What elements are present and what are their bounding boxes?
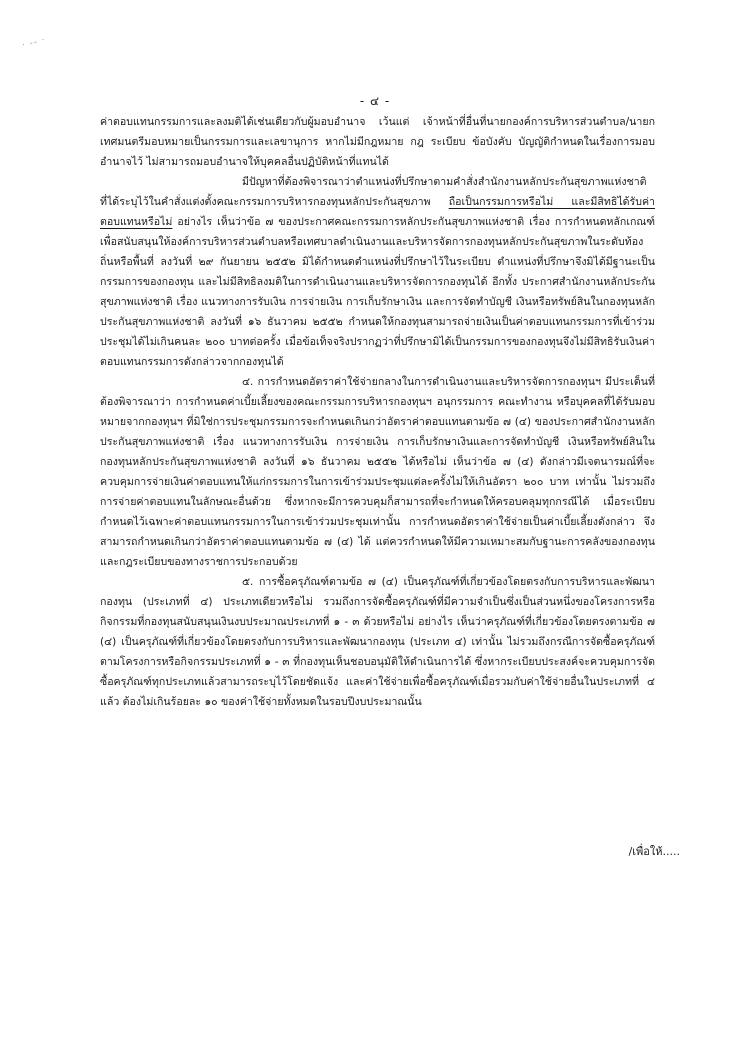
paragraph-continuation: ค่าตอบแทนกรรมการและลงมติได้เช่นเดียวกับผู้มอบอำนาจ เว้นแต่ เจ้าหน้าที่อื่นที่นายกองค์การบริหารส่วนตำบล/นายกเทศมนตรีมอบหมายเป็นกรรมการและเลขานุการ หากไม่มีกฎหมาย กฎ ระเบียบ ข้อบังคับ บัญญัติกำหนดในเรื่องการมอบอำนาจไว้ ไม่สามารถมอบอำนาจให้บุคคลอื่นปฏิบัติหน้าที่แทนได้ (100, 116, 655, 168)
advisor-issue-rest: อย่างไร เห็นว่าข้อ ๗ ของประกาศคณะกรรมการหลักประกันสุขภาพแห่งชาติ เรื่อง การกำหนดหลักเกณฑ์เพื่อสนับสนุนให้องค์การบริหารส่วนตำบลหรือเทศบาลดำเนินงานและบริหารจัดการกองทุนหลักประกันสุขภาพในระดับท้องถิ่นหรือพื้นที่ ลงวันที่ ๒๙ กันยายน ๒๕๕๒ มิได้กำหนดตำแหน่งที่ปรึกษาไว้ในระเบียบ ตำแหน่งที่ปรึกษาจึงมิได้มีฐานะเป็นกรรมการของกองทุน และไม่มีสิทธิลงมติในการดำเนินงานและบริหารจัดการกองทุนได้ อีกทั้ง ประกาศสำนักงานหลักประกันสุขภาพแห่งชาติ เรื่อง แนวทางการรับเงิน การจ่ายเงิน การเก็บรักษาเงิน และการจัดทำบัญชี เงินหรือทรัพย์สินในกองทุนหลักประกันสุขภาพแห่งชาติ ลงวันที่ ๑๖ ธันวาคม ๒๕๕๒ กำหนดให้กองทุนสามารถจ่ายเงินเป็นค่าตอบแทนกรรมการที่เข้าร่วมประชุมได้ไม่เกินคนละ ๒๐๐ บาทต่อครั้ง เมื่อข้อเท็จจริงปรากฏว่าที่ปรึกษามิได้เป็นกรรมการของกองทุนจึงไม่มีสิทธิรับเงินค่าตอบแทนกรรมการดังกล่าวจากกองทุนได้ (100, 216, 655, 368)
continuation-marker: /เพื่อให้..... (628, 845, 680, 858)
paragraph-item-5: ๕. การซื้อครุภัณฑ์ตามข้อ ๗ (๔) เป็นครุภัณฑ์ที่เกี่ยวข้องโดยตรงกับการบริหารและพัฒนากองทุน (ประเภทที่ ๔) ประเภทเดียวหรือไม่ รวมถึงการจัดซื้อครุภัณฑ์ที่มีความจำเป็นซึ่งเป็นส่วนหนึ่งของโครงการหรือกิจกรรมที่กองทุนสนับสนุนเงินงบประมาณประเภทที่ ๑ - ๓ ด้วยหรือไม่ อย่างไร เห็นว่าครุภัณฑ์ที่เกี่ยวข้องโดยตรงตามข้อ ๗ (๔) เป็นครุภัณฑ์ที่เกี่ยวข้องโดยตรงกับการบริหารและพัฒนากองทุน (ประเภท ๔) เท่านั้น ไม่รวมถึงกรณีการจัดซื้อครุภัณฑ์ตามโครงการหรือกิจกรรมประเภทที่ ๑ - ๓ ที่กองทุนเห็นชอบอนุมัติให้ดำเนินการได้ ซึ่งหากระเบียบประสงค์จะควบคุมการจัดซื้อครุภัณฑ์ทุกประเภทแล้วสามารถระบุไว้โดยชัดแจ้ง และค่าใช้จ่ายเพื่อซื้อครุภัณฑ์เมื่อรวมกับค่าใช้จ่ายอื่นในประเภทที่ ๔ แล้ว ต้องไม่เกินร้อยละ ๑๐ ของค่าใช้จ่ายทั้งหมดในรอบปีงบประมาณนั้น (100, 576, 655, 708)
document-body (100, 112, 655, 712)
scan-artifact: · -- · (21, 35, 47, 51)
paragraph-advisor-issue (100, 172, 655, 372)
advisor-issue-lead: มีปัญหาที่ต้องพิจารณาว่าตำแหน่งที่ปรึกษาตามคำสั่งสำนักงานหลักประกันสุขภาพแห่งชาติ ที่ได้ระบุไว้ในคำสั่งแต่งตั้งคณะกรรมการบริหารกองทุนหลักประกันสุขภาพ (100, 176, 647, 208)
paragraph-item-4: ๔. การกำหนดอัตราค่าใช้จ่ายกลางในการดำเนินงานและบริหารจัดการกองทุนฯ มีประเด็นที่ต้องพิจารณาว่า การกำหนดค่าเบี้ยเลี้ยงของคณะกรรมการบริหารกองทุนฯ อนุกรรมการ คณะทำงาน หรือบุคคลที่ได้รับมอบหมายจากกองทุนฯ ที่มิใช่การประชุมกรรมการจะกำหนดเกินกว่าอัตราค่าตอบแทนตามข้อ ๗ (๔) ของประกาศสำนักงานหลักประกันสุขภาพแห่งชาติ เรื่อง แนวทางการรับเงิน การจ่ายเงิน การเก็บรักษาเงินและการจัดทำบัญชี เงินหรือทรัพย์สินในกองทุนหลักประกันสุขภาพแห่งชาติ ลงวันที่ ๑๖ ธันวาคม ๒๕๕๒ ได้หรือไม่ เห็นว่าข้อ ๗ (๔) ดังกล่าวมีเจตนารมณ์ที่จะควบคุมการจ่ายเงินค่าตอบแทนให้แก่กรรมการในการเข้าร่วมประชุมแต่ละครั้งไม่ให้เกินอัตรา ๒๐๐ บาท เท่านั้น ไม่รวมถึงการจ่ายค่าตอบแทนในลักษณะอื่นด้วย ซึ่งหากจะมีการควบคุมก็สามารถที่จะกำหนดให้ครอบคลุมทุกกรณีได้ เมื่อระเบียบกำหนดไว้เฉพาะค่าตอบแทนกรรมการในการเข้าร่วมประชุมเท่านั้น การกำหนดอัตราค่าใช้จ่ายเป็นค่าเบี้ยเลี้ยงดังกล่าว จึงสามารถกำหนดเกินกว่าอัตราค่าตอบแทนตามข้อ ๗ (๔) ได้ แต่ควรกำหนดให้มีความเหมาะสมกับฐานะการคลังของกองทุน และกฎระเบียบของทางราชการประกอบด้วย (100, 376, 655, 568)
underlined-question: ถือเป็นกรรมการหรือไม่ และมีสิทธิได้รับค่าตอบแทนหรือไม่ (100, 196, 655, 228)
page-number: - ๔ - (359, 94, 391, 108)
